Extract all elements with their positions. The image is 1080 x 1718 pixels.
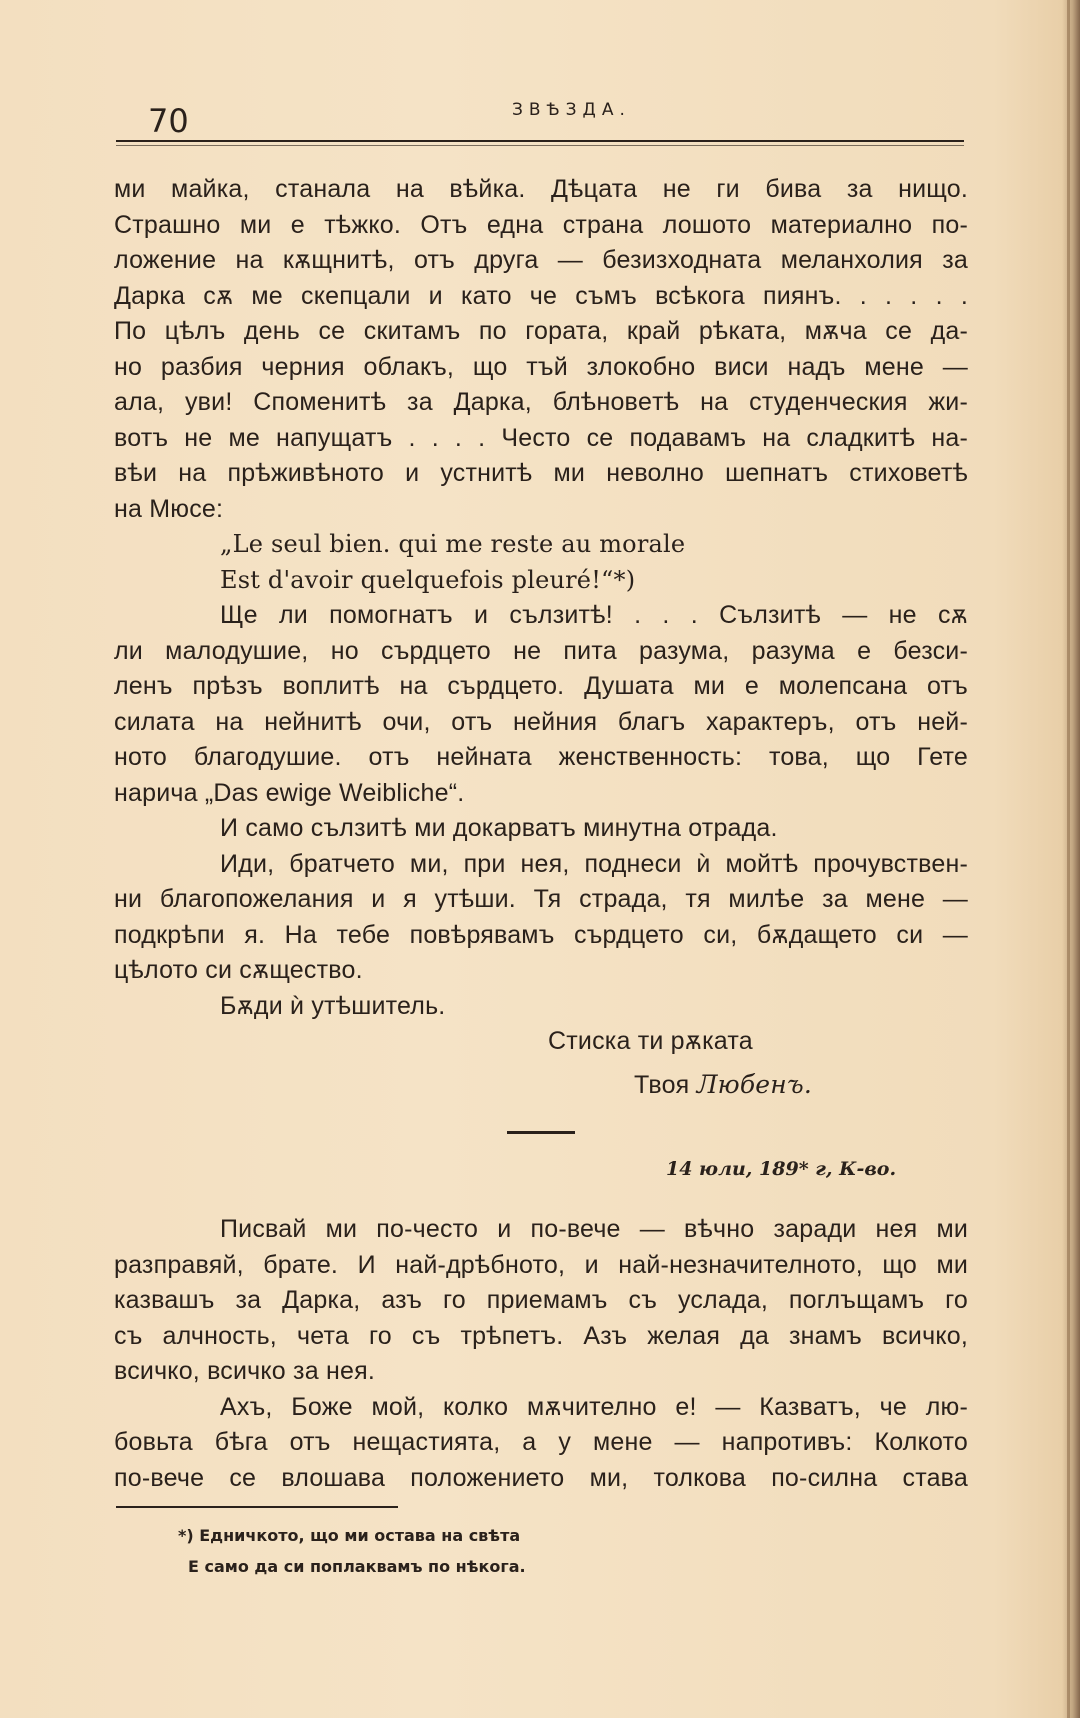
text-line: ното благодушие. отъ нейната женственность: това, що Гете: [114, 743, 968, 771]
footnotes: [178, 1520, 526, 1582]
page-number: 70: [148, 102, 189, 140]
text-line: съ алчность, чета го съ трѣпетъ. Азъ желая да знамъ всичко,: [114, 1321, 968, 1350]
text-line: Бѫди ѝ утѣшитель.: [220, 991, 446, 1020]
text-line: на Мюсе:: [114, 494, 224, 523]
text-line: ала, уви! Споменитѣ за Дарка, блѣновeтѣ на студенческия жи-: [114, 388, 968, 416]
text-line: казвашъ за Дарка, азъ го приемамъ съ услада, поглъщамъ го: [114, 1286, 968, 1314]
text-line: Иди, братчето ми, при нея, поднеси ѝ мойтѣ прочувствен-: [220, 849, 968, 878]
text-line: разправяй, брате. И най-дрѣбното, и най-незначителното, що ми: [114, 1250, 968, 1279]
text-line: Страшно ми е тѣжко. Отъ една страна лошото материално по-: [114, 210, 968, 239]
closing-line: Стиска ти рѫката: [548, 1027, 753, 1055]
quote-line: Est d'avoir quelquefois pleuré!“*): [220, 565, 636, 594]
section-separator: [507, 1131, 575, 1134]
text-line: ленъ прѣзъ воплитѣ на сърдцето. Душата ми е молепсана отъ: [114, 672, 968, 700]
running-title: ЗВѢЗДА.: [512, 100, 631, 120]
signature-prefix: Твоя: [634, 1070, 690, 1099]
dateline: 14 юли, 189* г, К-во.: [666, 1158, 897, 1180]
letter-one: [114, 172, 968, 1110]
text-line: Дарка сѫ ме скепцали и като че съмъ всѣкога пиянъ. . . . . .: [114, 281, 968, 310]
text-line: Ще ли помогнатъ и сълзитѣ! . . . Сълзитѣ — не сѫ: [220, 601, 968, 629]
header-rule: [116, 140, 964, 142]
text-line: ложение на кѫщнитѣ, отъ друга — безизходната меланхолия за: [114, 246, 968, 274]
text-line: ни благопожелания и я утѣши. Тя страда, тя милѣе за мене —: [114, 885, 968, 913]
footnote-rule: [116, 1506, 398, 1508]
text-line: ми майка, станала на вѣйка. Дѣцата не ги бива за нищо.: [114, 175, 968, 203]
page-header: [116, 92, 966, 142]
text-line: нарича „Das ewige Weibliche“.: [114, 778, 465, 807]
footnote-line: Е само да си поплаквамъ по нѣкога.: [188, 1557, 526, 1576]
text-line: Ахъ, Боже мой, колко мѫчително е! — Казватъ, че лю-: [220, 1392, 968, 1421]
text-line: силата на нейнитѣ очи, отъ нейния благъ характеръ, отъ ней-: [114, 707, 968, 736]
text-line: цѣлото си сѫщество.: [114, 956, 363, 984]
footnote-line: *) Едничкото, що ми остава на свѣта: [178, 1526, 521, 1545]
signature-name: Любенъ.: [696, 1069, 812, 1099]
letter-two: [114, 1212, 968, 1496]
text-line: подкрѣпи я. На тебе повѣрявамъ сърдцето си, бѫдащето си —: [114, 920, 968, 949]
text-line: ли малодушие, но сърдцето не пита разума, разума е безси-: [114, 636, 968, 665]
text-line: По цѣлъ день се скитамъ по гората, край рѣката, мѫча се да-: [114, 317, 968, 345]
page-edge-shadow: [1062, 0, 1080, 1718]
text-line: по-вече се влошава положението ми, толкова по-силна става: [114, 1463, 968, 1492]
text-line: вотъ не ме напущатъ . . . . Често се подавамъ на сладкитѣ на-: [114, 423, 968, 452]
header-rule-thin: [116, 145, 964, 146]
signature-line: [114, 1060, 968, 1110]
text-line: но разбия черния облакъ, що тъй злокобно виси надъ мене —: [114, 352, 968, 381]
text-line: И само сълзитѣ ми докарватъ минутна отрада.: [220, 814, 778, 842]
page-edge-line: [1067, 0, 1070, 1718]
text-line: бовьта бѣга отъ нещастията, а у мене — напротивъ: Колкото: [114, 1428, 968, 1456]
quote-line: „Le seul bien. qui me reste au morale: [220, 530, 686, 558]
text-line: вѣи на прѣживѣното и устнитѣ ми неволно шепнатъ стиховетѣ: [114, 459, 968, 487]
text-line: всичко, всичко за нея.: [114, 1357, 375, 1385]
text-line: Писвай ми по-често и по-вече — вѣчно заради нея ми: [220, 1215, 968, 1243]
